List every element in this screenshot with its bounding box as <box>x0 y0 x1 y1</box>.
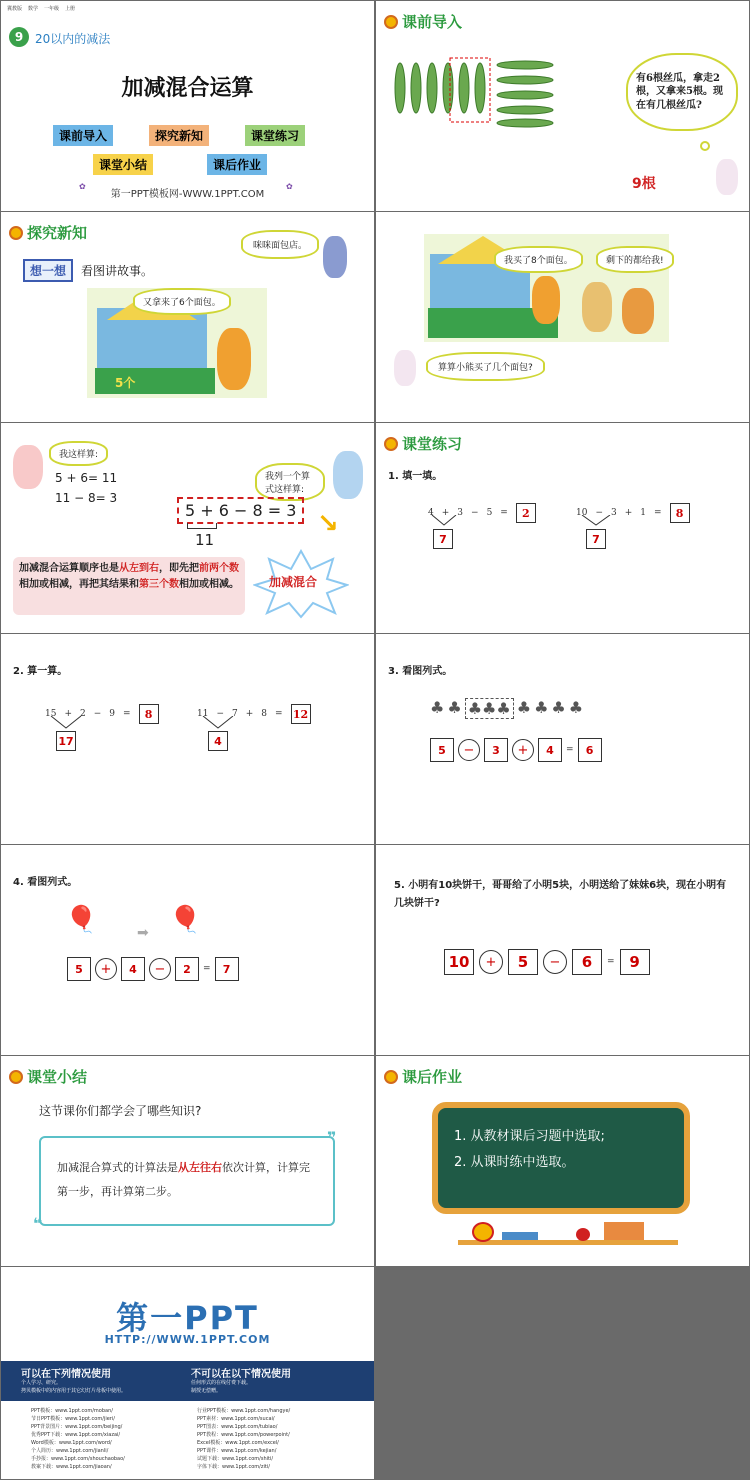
section-title <box>9 1066 87 1087</box>
clock-icon <box>472 1222 494 1242</box>
think-label: 想一想 <box>23 259 73 282</box>
homework-item: 2. 从课时练中选取。 <box>454 1155 575 1170</box>
tag-pre-lesson[interactable]: 课前导入 <box>53 125 113 146</box>
rest-bubble: 剩下的都给我! <box>596 246 674 273</box>
figure-icon: ♣ <box>430 698 445 717</box>
can-use-title: 可以在下列情况使用 <box>21 1369 111 1380</box>
homework-item: 1. 从教材课后习题中选取; <box>454 1129 605 1144</box>
answer-box[interactable]: 3 <box>484 738 508 762</box>
sub-result-box[interactable]: 7 <box>433 529 453 549</box>
slide-main-title: 加减混合运算 <box>121 76 254 101</box>
slide-picture-eq-4[interactable] <box>1 845 374 1055</box>
answer-box[interactable]: 10 <box>444 949 474 975</box>
link-item[interactable]: PPT图表：www.1ppt.com/tubiao/ <box>197 1424 278 1430</box>
figure-icon: ♣ <box>534 698 549 717</box>
operator: + <box>441 508 450 518</box>
link-item[interactable]: 字体下载：www.1ppt.com/ziti/ <box>197 1464 270 1470</box>
unit-number-badge: 9 <box>9 27 29 47</box>
girl-eq-1: 5 + 6= 11 <box>55 471 118 485</box>
answer-box[interactable]: 6 <box>578 738 602 762</box>
answer-box[interactable]: 6 <box>572 949 602 975</box>
answer-box[interactable]: 12 <box>291 704 311 724</box>
answer-box[interactable]: 9 <box>620 949 650 975</box>
operand: 10 <box>576 508 588 518</box>
section-title-text: 探究新知 <box>27 224 88 242</box>
loofah-illustration <box>390 53 570 128</box>
operand: 3 <box>611 508 617 518</box>
bear-character <box>582 282 612 332</box>
summary-question: 这节课你们都学会了哪些知识? <box>39 1104 202 1118</box>
bracket <box>49 716 83 730</box>
picture-row <box>430 698 583 719</box>
equals: = <box>566 745 574 755</box>
books-icon <box>502 1232 538 1240</box>
bought-bubble: 我买了8个面包。 <box>494 246 583 273</box>
brand-logo: 第一PPT <box>116 1299 259 1337</box>
slide-summary[interactable] <box>1 1056 374 1266</box>
counter <box>95 368 215 394</box>
link-item[interactable]: 优秀PPT下载：www.1ppt.com/xiazai/ <box>31 1432 121 1438</box>
bubble-dot <box>700 141 710 151</box>
butterfly-icon: ✿ <box>286 182 293 191</box>
equals: = <box>203 964 211 974</box>
figure-icon: ♣ <box>551 698 566 717</box>
can-use-item: 个人学习、研究。 <box>21 1380 62 1386</box>
slide-license[interactable] <box>1 1267 374 1479</box>
question-bubble: 算算小熊买了几个面包? <box>426 352 545 381</box>
operand: 9 <box>109 709 116 719</box>
link-item[interactable]: PPT教程：www.1ppt.com/powerpoint/ <box>197 1432 290 1438</box>
bracket <box>430 515 460 527</box>
butterfly-icon: ✿ <box>79 182 86 191</box>
girl-bubble: 我这样算: <box>49 441 108 466</box>
arrow-icon: ➡ <box>137 925 149 941</box>
sub-result-box[interactable]: 17 <box>56 731 76 751</box>
shop-bubble: 咪咪面包店。 <box>241 230 319 259</box>
answer-box[interactable]: 4 <box>121 957 145 981</box>
link-item[interactable]: 个人简历：www.1ppt.com/jianli/ <box>31 1448 109 1454</box>
intermediate-result: 11 <box>195 531 215 549</box>
rule-note-highlight: 第三个数 <box>139 578 179 590</box>
bracket <box>187 523 217 529</box>
instruction-text: 看图讲故事。 <box>81 264 154 278</box>
operand: 1 <box>640 508 647 518</box>
brand-url[interactable]: HTTP://WWW.1PPT.COM <box>104 1333 271 1346</box>
operand: 3 <box>457 508 464 518</box>
link-item[interactable]: 试题下载：www.1ppt.com/shiti/ <box>197 1456 274 1462</box>
quote-icon: ❞ <box>327 1128 337 1147</box>
bracket <box>201 716 235 730</box>
rule-note-text: 加减混合运算顺序也是 <box>19 563 119 574</box>
tag-explore[interactable]: 探究新知 <box>149 125 209 146</box>
equation-row <box>67 957 239 981</box>
slide-footer: 第一PPT模板网-WWW.1PPT.COM <box>110 189 265 200</box>
bulb-icon <box>9 1070 23 1084</box>
question-bubble: 有6根丝瓜，拿走2根，又拿来5根。现在有几根丝瓜? <box>626 53 738 131</box>
equals: = <box>607 957 615 967</box>
tag-practice[interactable]: 课堂练习 <box>245 125 305 146</box>
operand: 4 <box>428 508 434 518</box>
sub-result-box[interactable]: 4 <box>208 731 228 751</box>
answer-box[interactable]: 2 <box>516 503 536 523</box>
sub-result-box[interactable]: 7 <box>586 529 606 549</box>
answer-box[interactable]: 5 <box>67 957 91 981</box>
figure-icon: ♣ <box>568 698 584 717</box>
shelf <box>458 1240 678 1245</box>
answer-box[interactable]: 4 <box>538 738 562 762</box>
slide-explore[interactable] <box>1 212 374 422</box>
slide-picture-eq-3[interactable] <box>376 634 749 844</box>
operand: 2 <box>80 709 86 719</box>
question-1: 1. 填一填。 <box>388 471 443 482</box>
link-item[interactable]: 行业PPT模板：www.1ppt.com/hangye/ <box>197 1408 291 1414</box>
equals: = <box>123 709 131 719</box>
link-item[interactable]: 教案下载：www.1ppt.com/jiaoan/ <box>31 1464 112 1470</box>
equation-row <box>444 949 650 975</box>
balloons-left-icon: 🎈 <box>65 905 98 935</box>
section-title <box>384 1066 462 1087</box>
question-3: 3. 看图列式。 <box>388 666 453 677</box>
star-text: 加减混合 <box>269 575 318 589</box>
answer-box[interactable]: 5 <box>508 949 538 975</box>
question-4: 4. 看图列式。 <box>13 877 78 888</box>
operator-circle[interactable]: + <box>95 958 117 980</box>
question-5: 5. 小明有10块饼干，哥哥给了小明5块，小明送给了妹妹6块，现在小明有几块饼干? <box>394 880 727 909</box>
rabbit-character <box>394 350 416 386</box>
tiger-character <box>532 276 560 324</box>
operator: − <box>471 508 479 518</box>
bulb-icon <box>384 15 398 29</box>
operator: − <box>93 709 102 719</box>
operator-circle[interactable]: + <box>479 950 503 974</box>
rule-note-text: ，即先把 <box>159 563 199 574</box>
link-item[interactable]: PPT模板：www.1ppt.com/moban/ <box>31 1408 113 1414</box>
section-title <box>384 11 462 32</box>
equals: = <box>275 709 283 719</box>
figure-icon: ♣ <box>447 698 462 717</box>
rule-note-highlight: 前两个数 <box>199 563 239 574</box>
bulb-icon <box>384 437 398 451</box>
count-label: 5个 <box>115 376 136 390</box>
bear-on-bike <box>622 288 654 334</box>
cat-character <box>323 236 347 278</box>
slide-homework[interactable] <box>376 1056 749 1266</box>
answer-box[interactable]: 7 <box>215 957 239 981</box>
bulb-icon <box>9 226 23 240</box>
equals: = <box>654 508 662 518</box>
operator-circle[interactable]: − <box>458 739 480 761</box>
boy-bubble: 我列一个算式这样算: <box>255 463 325 501</box>
summary-highlight: 从左往右 <box>178 1161 222 1174</box>
arrow-icon: ↘ <box>317 509 339 539</box>
section-title-text: 课堂练习 <box>402 435 463 453</box>
summary-text: 加减混合算式的计算法是 <box>57 1161 178 1174</box>
links-right <box>197 1407 290 1471</box>
link-item[interactable]: 手抄报：www.1ppt.com/shouchaobao/ <box>31 1456 125 1462</box>
section-title-text: 课后作业 <box>402 1068 463 1086</box>
combined-equation: 5 + 6 − 8 = 3 <box>177 497 304 524</box>
bulb-icon <box>384 1070 398 1084</box>
slide-method[interactable] <box>1 423 374 633</box>
answer-box[interactable]: 8 <box>670 503 690 523</box>
operator-circle[interactable]: + <box>512 739 534 761</box>
quote-icon: ❝ <box>33 1214 43 1233</box>
link-item[interactable]: PPT背景图片：www.1ppt.com/beijing/ <box>31 1424 123 1430</box>
rule-note-highlight: 从左到右 <box>119 563 159 574</box>
summary-text: 依次计算，计算完第一步，再计算第二步。 <box>57 1161 310 1199</box>
slide-story[interactable] <box>376 212 749 422</box>
links-left <box>31 1407 125 1471</box>
question-2: 2. 算一算。 <box>13 666 68 677</box>
cannot-use-title: 不可以在以下情况使用 <box>191 1369 291 1380</box>
girl-eq-2: 11 − 8= 3 <box>55 491 118 505</box>
link-item[interactable]: Excel模板：www.1ppt.com/excel/ <box>197 1440 279 1446</box>
link-item[interactable]: PPT素材：www.1ppt.com/sucai/ <box>197 1416 275 1422</box>
girl-character <box>13 445 43 489</box>
apple-icon <box>576 1228 590 1241</box>
slide-word-problem[interactable] <box>376 845 749 1055</box>
operator: + <box>64 709 72 719</box>
header-publisher: 冀教版 <box>7 6 23 12</box>
operator: − <box>595 508 603 518</box>
operator: + <box>245 709 254 719</box>
cannot-use-item: 制授无偿赠。 <box>191 1388 222 1394</box>
balloons-right-icon: 🎈 <box>169 905 202 935</box>
answer-box[interactable]: 5 <box>430 738 454 762</box>
unit-title: 20以内的减法 <box>35 32 111 46</box>
tiger-character <box>217 328 251 390</box>
header-volume: 上册 <box>65 6 76 12</box>
operator-circle[interactable]: − <box>543 950 567 974</box>
cannot-use-item: 任何形式的在线付费下载。 <box>191 1380 252 1386</box>
tag-summary[interactable]: 课堂小结 <box>93 154 153 175</box>
link-item[interactable]: PPT课件：www.1ppt.com/kejian/ <box>197 1448 277 1454</box>
section-title <box>9 222 87 243</box>
answer-text: 9根 <box>632 176 656 192</box>
operator: − <box>216 709 224 719</box>
slide-pre-lesson[interactable] <box>376 1 749 211</box>
removed-group: ♣♣♣ <box>465 698 514 719</box>
summary-box <box>39 1136 335 1226</box>
link-item[interactable]: Word模板：www.1ppt.com/word/ <box>31 1440 112 1446</box>
slide-title[interactable] <box>1 1 374 211</box>
section-title-text: 课前导入 <box>402 13 463 31</box>
header-subject: 数学 <box>28 6 39 12</box>
bread-bubble: 又拿来了6个面包。 <box>133 288 231 315</box>
chalkboard <box>432 1102 690 1214</box>
slide-practice[interactable] <box>376 423 749 633</box>
operand: 15 <box>45 709 57 719</box>
operand: 7 <box>232 709 238 719</box>
link-item[interactable]: 节日PPT模板：www.1ppt.com/jieri/ <box>31 1416 115 1422</box>
bracket <box>580 515 612 527</box>
answer-box[interactable]: 8 <box>139 704 159 724</box>
operator: + <box>624 508 633 518</box>
answer-box[interactable]: 2 <box>175 957 199 981</box>
rule-note-text: 相加或相减，再把其结果和 <box>19 578 139 590</box>
header-grade: 一年级 <box>44 6 60 12</box>
rabbit-character <box>716 159 738 195</box>
equals: = <box>500 508 508 518</box>
operand: 11 <box>197 709 209 719</box>
operator-circle[interactable]: − <box>149 958 171 980</box>
boy-character <box>333 451 363 499</box>
books-stack-icon <box>604 1222 644 1240</box>
rule-note-text: 相加或相减。 <box>179 578 239 590</box>
slide-calc[interactable] <box>1 634 374 844</box>
operand: 8 <box>261 709 268 719</box>
figure-icon: ♣ <box>516 698 532 717</box>
can-use-item: 拷贝模板中的内容用于其它幻灯片母板中使用。 <box>21 1388 127 1394</box>
license-band <box>1 1361 374 1401</box>
section-title-text: 课堂小结 <box>27 1068 88 1086</box>
rule-note <box>13 557 245 615</box>
section-title <box>384 433 462 454</box>
header-small <box>7 5 75 12</box>
equation-row <box>430 738 602 762</box>
operand: 5 <box>486 508 493 518</box>
tag-homework[interactable]: 课后作业 <box>207 154 267 175</box>
